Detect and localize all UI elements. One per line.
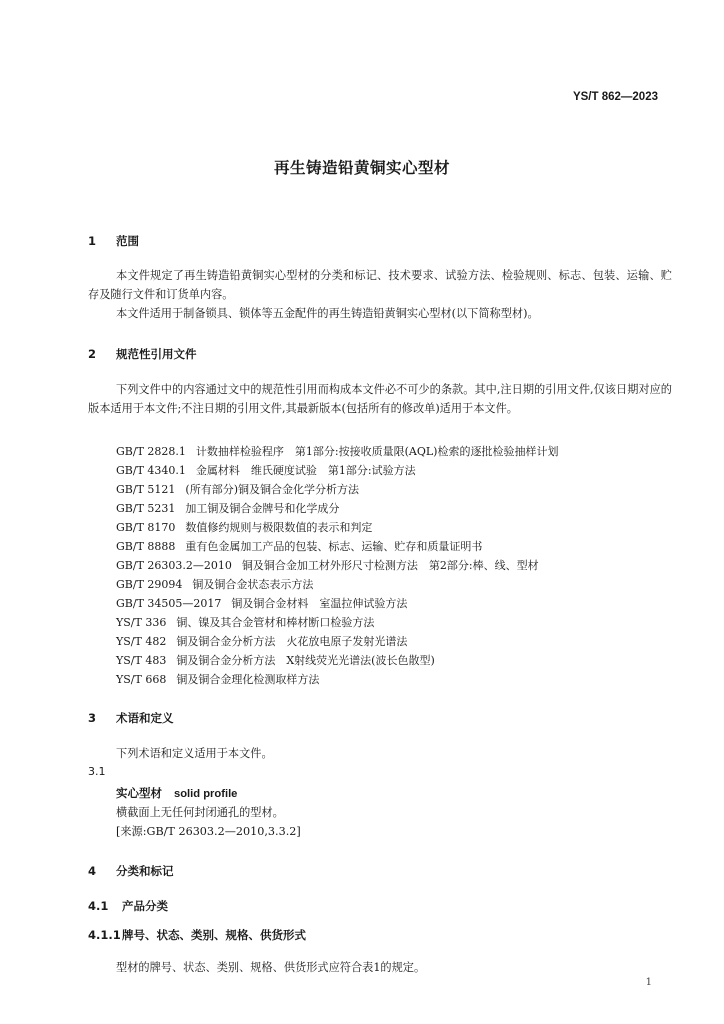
reference-item: [116, 442, 558, 461]
reference-title: 金属材料 维氏硬度试验 第1部分:试验方法: [195, 464, 416, 477]
reference-code: GB/T 2828.1: [116, 445, 186, 458]
reference-item: [116, 480, 558, 499]
reference-item: [116, 575, 558, 594]
term-number: 3.1: [88, 765, 106, 778]
reference-code: GB/T 5121: [116, 483, 176, 496]
reference-title: 铜及铜合金状态表示方法: [192, 578, 314, 591]
reference-item: [116, 651, 558, 670]
reference-item: [116, 537, 558, 556]
section-3-heading: [88, 710, 174, 726]
section-4-1-1-number: 4.1.1: [88, 928, 121, 942]
scope-paragraph-2: 本文件适用于制备锁具、锁体等五金配件的再生铸造铅黄铜实心型材(以下简称型材)。: [116, 307, 539, 320]
reference-list: [116, 442, 558, 689]
reference-code: GB/T 29094: [116, 578, 183, 591]
section-4-1-heading: [88, 898, 168, 914]
section-4-1-1-heading: [88, 927, 306, 943]
reference-item: [116, 461, 558, 480]
reference-code: GB/T 26303.2—2010: [116, 559, 232, 572]
term-source: [来源:GB/T 26303.2—2010,3.3.2]: [116, 825, 301, 838]
reference-code: YS/T 482: [116, 635, 167, 648]
reference-title: 铜、镍及其合金管材和棒材断口检验方法: [176, 616, 375, 629]
term-entry: [116, 784, 237, 804]
reference-title: (所有部分)铜及铜合金化学分析方法: [185, 483, 359, 496]
term-definition: 横截面上无任何封闭通孔的型材。: [116, 806, 284, 819]
section-4-1-1-title: 牌号、状态、类别、规格、供货形式: [122, 928, 306, 942]
reference-code: GB/T 4340.1: [116, 464, 186, 477]
reference-code: GB/T 8888: [116, 540, 176, 553]
section-3-number: 3: [88, 711, 97, 725]
reference-title: 数值修约规则与极限数值的表示和判定: [185, 521, 373, 534]
reference-code: GB/T 34505—2017: [116, 597, 222, 610]
terms-intro: 下列术语和定义适用于本文件。: [116, 747, 273, 760]
reference-title: 铜及铜合金分析方法 火花放电原子发射光谱法: [176, 635, 408, 648]
reference-item: [116, 613, 558, 632]
section-4-heading: [88, 863, 174, 879]
standard-code: YS/T 862—2023: [572, 91, 658, 103]
section-4-1-number: 4.1: [88, 899, 109, 913]
section-4-1-title: 产品分类: [122, 899, 168, 913]
section-1-heading: [88, 233, 139, 249]
section-4-number: 4: [88, 864, 97, 878]
reference-code: GB/T 5231: [116, 502, 176, 515]
reference-item: [116, 556, 558, 575]
reference-item: [116, 518, 558, 537]
reference-title: 铜及铜合金分析方法 X射线荧光光谱法(波长色散型): [176, 654, 435, 667]
classification-paragraph: 型材的牌号、状态、类别、规格、供货形式应符合表1的规定。: [116, 961, 426, 974]
section-2-title: 规范性引用文件: [116, 347, 197, 361]
reference-title: 铜及铜合金理化检测取样方法: [176, 673, 320, 686]
reference-code: YS/T 336: [116, 616, 167, 629]
normative-references-intro: 下列文件中的内容通过文中的规范性引用而构成本文件必不可少的条款。其中,注日期的引用文件,仅该日期对应的版本适用于本文件;不注日期的引用文件,其最新版本(包括所有的修改单)适用于本文件。: [88, 383, 672, 415]
reference-item: [116, 594, 558, 613]
section-4-title: 分类和标记: [116, 864, 174, 878]
reference-title: 计数抽样检验程序 第1部分:按接收质量限(AQL)检索的逐批检验抽样计划: [195, 445, 559, 458]
reference-item: [116, 632, 558, 651]
page-number: 1: [645, 977, 652, 988]
term-zh: 实心型材: [116, 786, 162, 800]
section-1-number: 1: [88, 234, 97, 248]
reference-code: YS/T 483: [116, 654, 167, 667]
reference-code: GB/T 8170: [116, 521, 176, 534]
reference-title: 重有色金属加工产品的包装、标志、运输、贮存和质量证明书: [185, 540, 483, 553]
section-1-title: 范围: [116, 234, 139, 248]
section-2-number: 2: [88, 347, 97, 361]
scope-paragraph-1: 本文件规定了再生铸造铅黄铜实心型材的分类和标记、技术要求、试验方法、检验规则、标志、包装、运输、贮存及随行文件和订货单内容。: [88, 269, 672, 301]
reference-item: [116, 499, 558, 518]
document-title: 再生铸造铅黄铜实心型材: [273, 159, 450, 177]
reference-title: 加工铜及铜合金牌号和化学成分: [185, 502, 340, 515]
reference-item: [116, 670, 558, 689]
section-2-heading: [88, 346, 197, 362]
reference-code: YS/T 668: [116, 673, 167, 686]
reference-title: 铜及铜合金材料 室温拉伸试验方法: [231, 597, 408, 610]
reference-title: 铜及铜合金加工材外形尺寸检测方法 第2部分:棒、线、型材: [241, 559, 539, 572]
section-3-title: 术语和定义: [116, 711, 174, 725]
term-en: solid profile: [174, 788, 238, 800]
